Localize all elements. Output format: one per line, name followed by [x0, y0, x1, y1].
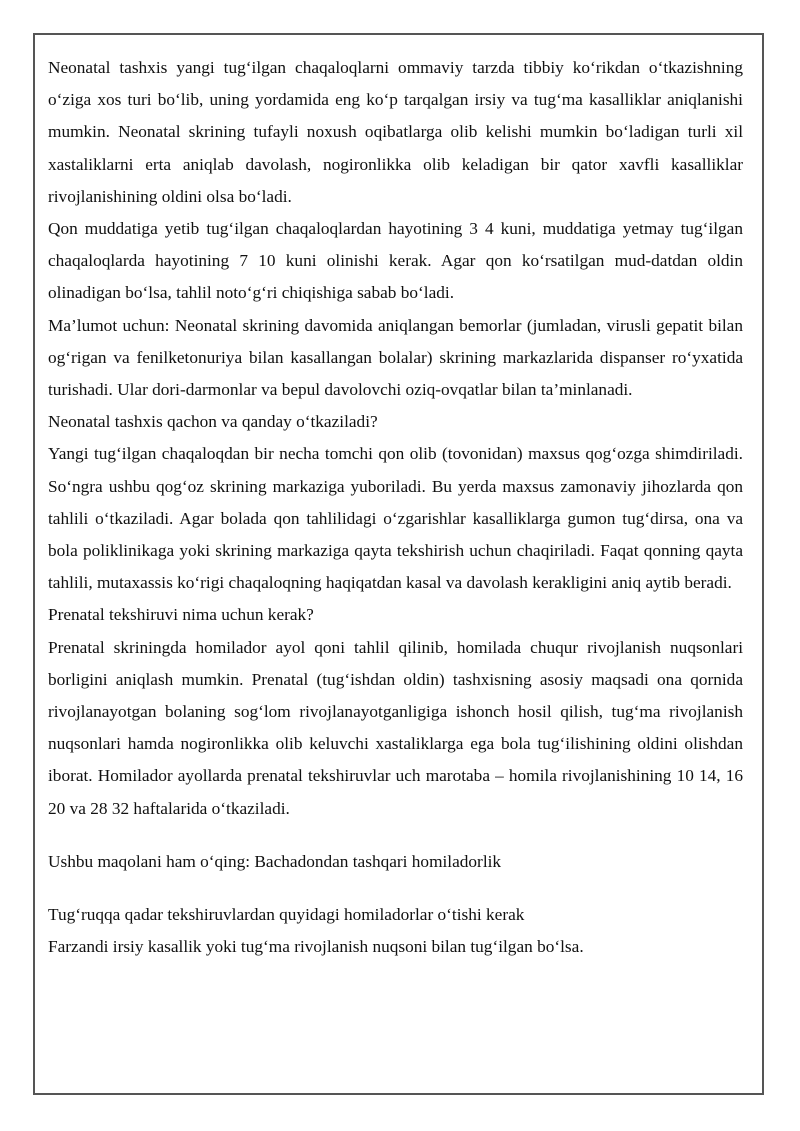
spacer	[48, 825, 743, 846]
paragraph-prenatal-screening: Prenatal skriningda homilador ayol qoni tahlil qilinib, homilada chuqur rivojlanish nuqsonlari borligini aniqlash mumkin. Prenatal (tug‘ishdan oldin) tashxisning asosiy maqsadi ona qornida rivojlanayotgan bolaning sog‘lom rivojlanayotganligiga ishonch hosil qilish, tug‘ma rivojlanish nuqsonlari hamda nogironlikka olib keluvchi xastaliklarga ega bola tug‘ilishining oldini olishdan iborat. Homilador ayollarda prenatal tekshiruvlar uch marotaba – homila rivojlanishining 10 14, 16 20 va 28 32 haftalarida o‘tkaziladi.	[48, 637, 743, 818]
paragraph-who-should-check: Tug‘ruqqa qadar tekshiruvlardan quyidagi homiladorlar o‘tishi kerak	[48, 905, 525, 925]
paragraph-blood-timing: Qon muddatiga yetib tug‘ilgan chaqaloqlardan hayotining 3 4 kuni, muddatiga yetmay tug‘ilgan chaqaloqlarda hayotining 7 10 kuni olinishi kerak. Agar qon ko‘rsatilgan mud-datdan oldin olinadigan bo‘lsa, tahlil noto‘g‘ri chiqishiga sabab bo‘ladi.	[48, 219, 743, 303]
heading-prenatal-why: Prenatal tekshiruvi nima uchun kerak?	[48, 605, 314, 625]
paragraph-neonatal-intro: Neonatal tashxis yangi tug‘ilgan chaqaloqlarni ommaviy tarzda tibbiy ko‘rikdan o‘tkazishning o‘ziga xos turi bo‘lib, uning yordamida eng ko‘p tarqalgan irsiy va tug‘ma kasalliklar aniqlanishi mumkin. Neonatal skrining tufayli noxush oqibatlarga olib kelishi mumkin bo‘ladigan turli xil xastaliklarni erta aniqlab davolash, nogironlikka olib keladigan bir qator xavfli kasalliklar rivojlanishining oldini olsa bo‘ladi.	[48, 58, 743, 206]
paragraph-hereditary-case: Farzandi irsiy kasallik yoki tug‘ma rivojlanish nuqsoni bilan tug‘ilgan bo‘lsa.	[48, 937, 584, 957]
paragraph-info-note: Ma’lumot uchun: Neonatal skrining davomida aniqlangan bemorlar (jumladan, virusli gepatit bilan og‘rigan va fenilketonuriya bilan kasallangan bolalar) skrining markazlarida dispanser ro‘yxatida turishadi. Ular dori-darmonlar va bepul davolovchi oziq-ovqatlar bilan ta’minlanadi.	[48, 315, 743, 400]
paragraph-blood-sample: Yangi tug‘ilgan chaqaloqdan bir necha tomchi qon olib (tovonidan) maxsus qog‘ozga shimdiriladi. So‘ngra ushbu qog‘oz skrining markaziga yuboriladi. Bu yerda maxsus zamonaviy jihozlarda qon tahlili o‘tkaziladi. Agar bolada qon tahlilidagi o‘zgarishlar kasalliklarga gumon tug‘dirsa, ona va bola poliklinikaga yoki skrining markaziga qayta tekshirish uchun chaqiriladi. Faqat qonning qayta tahlili, mutaxassis ko‘rigi chaqaloqning haqiqatdan kasal va davolash kerakligini aniq aytib beradi.	[48, 444, 743, 593]
document-body	[48, 52, 743, 963]
related-article-link[interactable]: Ushbu maqolani ham o‘qing: Bachadondan tashqari homiladorlik	[48, 851, 502, 871]
heading-neonatal-when: Neonatal tashxis qachon va qanday o‘tkaziladi?	[48, 412, 378, 432]
spacer	[48, 878, 743, 899]
